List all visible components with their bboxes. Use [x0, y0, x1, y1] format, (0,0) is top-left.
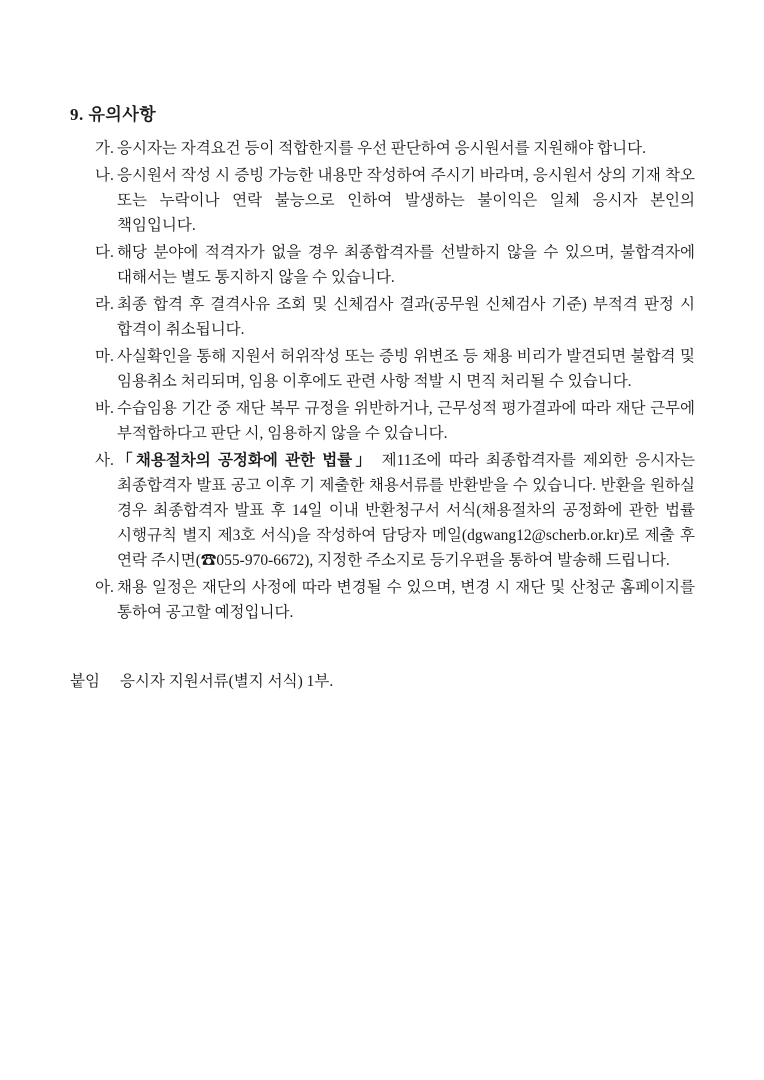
item-text: 사실확인을 통해 지원서 허위작성 또는 증빙 위변조 등 채용 비리가 발견되면 불합격 및 임용취소 처리되며, 임용 이후에도 관련 사항 적발 시 면직 처리될 수 있습니다.: [117, 348, 695, 390]
notice-item-da: [70, 240, 695, 290]
item-text: 응시자는 자격요건 등이 적합한지를 우선 판단하여 응시원서를 지원해야 합니다.: [117, 140, 646, 157]
notice-item-ma: [70, 344, 695, 394]
section-heading: 9. 유의사항: [70, 105, 157, 124]
item-text: 제11조에 따라 최종합격자를 제외한 응시자는 최종합격자 발표 공고 이후 기 제출한 채용서류를 반환받을 수 있습니다. 반환을 원하실 경우 최종합격자 발표 후 14일 이내 반환청구서 서식(채용절차의 공정화에 관한 법률 시행규칙 별지 제3호 서식)을 작성하여 담당자 메일(dgwang12@scherb.or.kr)로 제출 후 연락 주시면(☎055-970-6672), 지정한 주소지로 등기우편을 통하여 발송해 드립니다.: [117, 452, 695, 569]
attachment-label: 붙임: [70, 673, 100, 690]
item-text: 응시원서 작성 시 증빙 가능한 내용만 작성하여 주시기 바라며, 응시원서 상의 기재 착오 또는 누락이나 연락 불능으로 인하여 발생하는 불이익은 일체 응시자 본인의 책임입니다.: [117, 167, 695, 234]
item-text: 수습임용 기간 중 재단 복무 규정을 위반하거나, 근무성적 평가결과에 따라 재단 근무에 부적합하다고 판단 시, 임용하지 않을 수 있습니다.: [117, 400, 695, 442]
law-title: 「채용절차의 공정화에 관한 법률」: [117, 452, 375, 469]
notice-item-ah: [70, 575, 695, 625]
notice-list: [70, 136, 695, 625]
attachment-line: [70, 669, 695, 694]
item-marker: 나.: [95, 167, 114, 184]
notice-item-ba: [70, 396, 695, 446]
item-marker: 다.: [95, 244, 114, 261]
item-marker: 가.: [95, 140, 114, 157]
item-marker: 라.: [95, 296, 114, 313]
notice-item-ra: [70, 292, 695, 342]
notice-item-sa: [70, 448, 695, 573]
notice-item-ga: [70, 136, 695, 161]
item-text: 최종 합격 후 결격사유 조회 및 신체검사 결과(공무원 신체검사 기준) 부적격 판정 시 합격이 취소됩니다.: [117, 296, 695, 338]
item-marker: 바.: [95, 400, 114, 417]
notice-item-na: [70, 163, 695, 238]
item-text: 채용 일정은 재단의 사정에 따라 변경될 수 있으며, 변경 시 재단 및 산청군 홈페이지를 통하여 공고할 예정입니다.: [117, 579, 695, 621]
attachment-text: 응시자 지원서류(별지 서식) 1부.: [119, 673, 334, 690]
item-text: 해당 분야에 적격자가 없을 경우 최종합격자를 선발하지 않을 수 있으며, 불합격자에 대해서는 별도 통지하지 않을 수 있습니다.: [117, 244, 695, 286]
item-marker: 사.: [95, 452, 114, 469]
item-marker: 아.: [95, 579, 114, 596]
item-marker: 마.: [95, 348, 114, 365]
